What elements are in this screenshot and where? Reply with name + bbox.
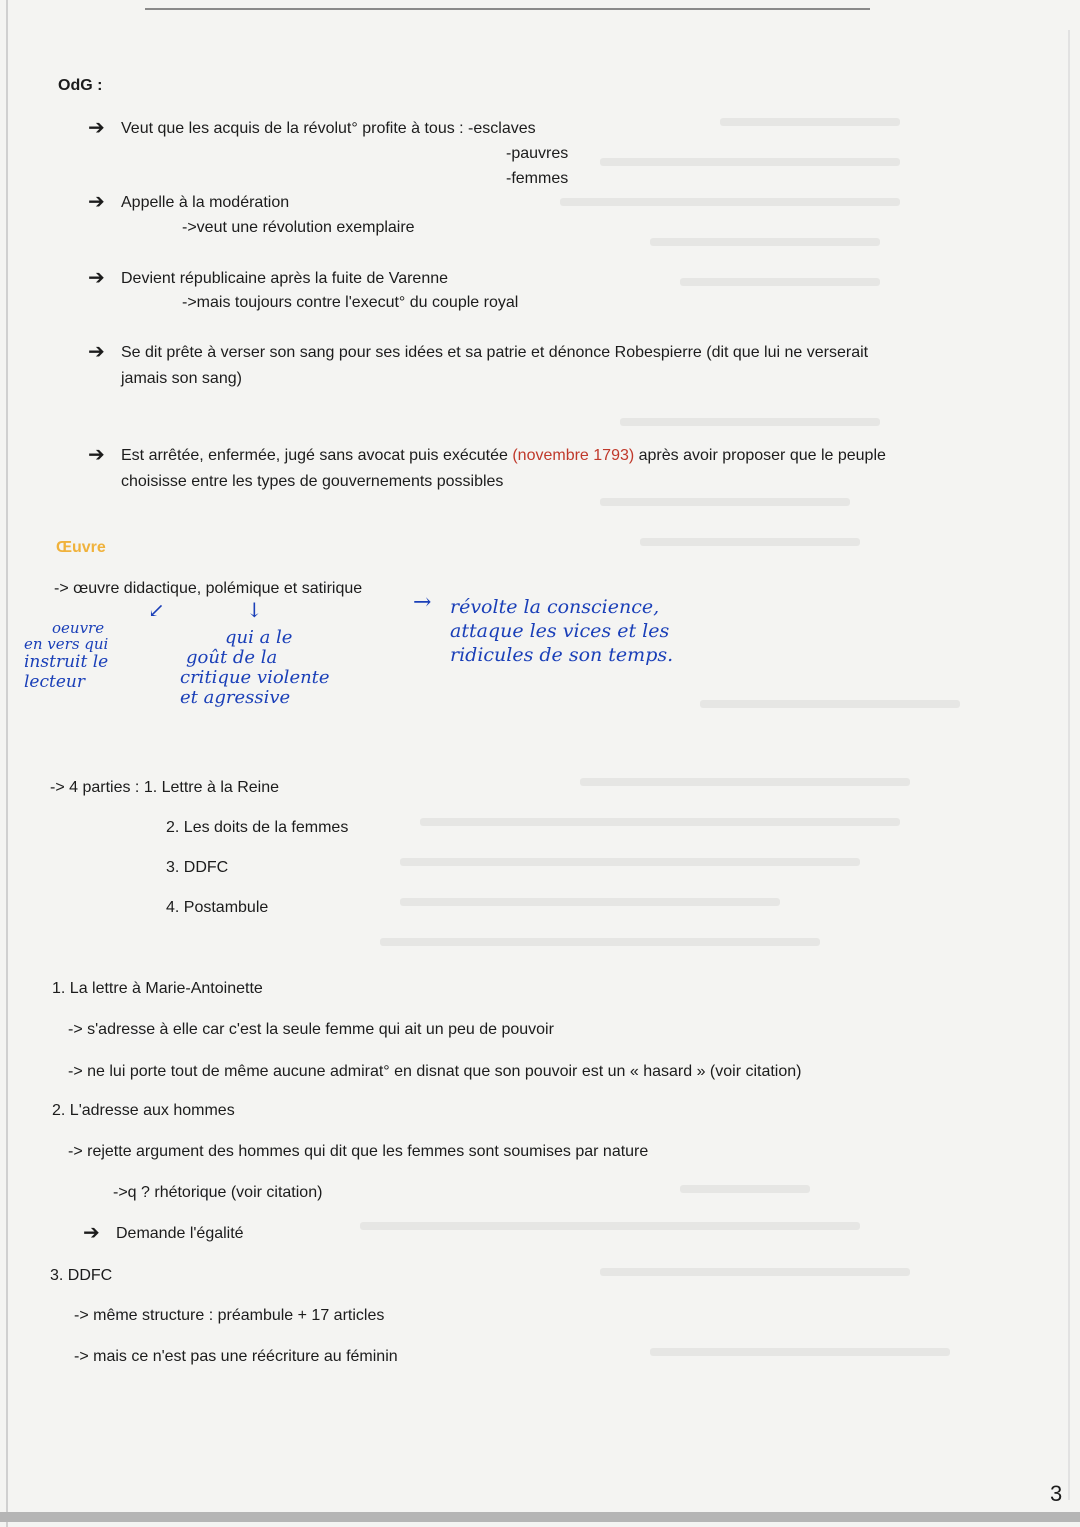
show-through bbox=[360, 1222, 860, 1230]
show-through bbox=[700, 700, 960, 708]
arrow-bullet-icon: ➔ bbox=[88, 117, 105, 139]
bullet-text: Se dit prête à verser son sang pour ses idées et sa patrie et dénonce Robespierre (dit que lui ne verserait bbox=[121, 344, 869, 361]
bullet-text-part: après avoir proposer que le peuple bbox=[634, 447, 886, 464]
arrow-bullet-icon: ➔ bbox=[88, 191, 105, 213]
bullet-text-part: Est arrêtée, enfermée, jugé sans avocat puis exécutée bbox=[121, 447, 513, 464]
show-through bbox=[600, 1268, 910, 1276]
subsection-title: 2. L'adresse aux hommes bbox=[52, 1102, 235, 1119]
show-through bbox=[400, 858, 860, 866]
bullet-text: Appelle à la modération bbox=[121, 194, 290, 211]
show-through bbox=[680, 1185, 810, 1193]
parts-list-item: 4. Postambule bbox=[166, 899, 269, 916]
show-through bbox=[680, 278, 880, 286]
oeuvre-intro: -> œuvre didactique, polémique et satirique bbox=[54, 580, 363, 597]
subsection-line: -> ne lui porte tout de même aucune admirat° en disnat que son pouvoir est un « hasard » (voir citation) bbox=[68, 1063, 802, 1080]
handwritten-note-left bbox=[24, 620, 108, 692]
handwritten-note-middle bbox=[180, 628, 330, 708]
parts-list-item: 3. DDFC bbox=[166, 859, 229, 876]
subsection-line: -> s'adresse à elle car c'est la seule femme qui ait un peu de pouvoir bbox=[68, 1021, 554, 1038]
handwritten-line: oeuvre bbox=[52, 619, 105, 637]
top-rule bbox=[145, 8, 870, 10]
subsection-title: 3. DDFC bbox=[50, 1267, 113, 1284]
handwritten-line: lecteur bbox=[24, 672, 85, 692]
show-through bbox=[600, 158, 900, 166]
handwritten-line: révolte la conscience, bbox=[450, 596, 660, 618]
arrow-bullet-icon: ➔ bbox=[88, 444, 105, 466]
handwritten-arrow-icon: → bbox=[413, 590, 432, 615]
handwritten-line: ridicules de son temps. bbox=[450, 644, 674, 666]
handwritten-line: critique violente bbox=[180, 667, 330, 688]
handwritten-line: et agressive bbox=[180, 687, 291, 708]
subsection-subline: ->q ? rhétorique (voir citation) bbox=[113, 1184, 323, 1201]
show-through bbox=[600, 498, 850, 506]
show-through bbox=[650, 1348, 950, 1356]
arrow-bullet-icon: ➔ bbox=[88, 341, 105, 363]
bullet-text: Veut que les acquis de la révolut° profite à tous : -esclaves bbox=[121, 120, 536, 137]
page-edge-right bbox=[1068, 30, 1070, 1500]
handwritten-note-right bbox=[450, 595, 673, 667]
bullet-text bbox=[121, 446, 886, 466]
section-heading-oeuvre: Œuvre bbox=[56, 539, 106, 556]
bottom-edge bbox=[0, 1512, 1080, 1522]
handwritten-arrow-icon: ↓ bbox=[246, 598, 263, 622]
show-through bbox=[720, 118, 900, 126]
page-number: 3 bbox=[1050, 1481, 1063, 1506]
show-through bbox=[420, 818, 900, 826]
arrow-bullet-icon: ➔ bbox=[88, 267, 105, 289]
subsection-line: -> rejette argument des hommes qui dit que les femmes sont soumises par nature bbox=[68, 1143, 649, 1160]
show-through bbox=[640, 538, 860, 546]
show-through bbox=[650, 238, 880, 246]
handwritten-arrow-icon: ↙ bbox=[148, 598, 165, 622]
subsection-line: -> même structure : préambule + 17 articles bbox=[74, 1307, 385, 1324]
handwritten-line: qui a le bbox=[225, 627, 293, 648]
show-through bbox=[400, 898, 780, 906]
section-heading-odg: OdG : bbox=[58, 77, 103, 94]
handwritten-line: instruit le bbox=[24, 652, 109, 672]
bullet-list-item: -femmes bbox=[506, 170, 569, 187]
show-through bbox=[620, 418, 880, 426]
show-through bbox=[560, 198, 900, 206]
subsection-title: 1. La lettre à Marie-Antoinette bbox=[52, 980, 263, 997]
bullet-text-continued: jamais son sang) bbox=[121, 370, 242, 387]
show-through bbox=[380, 938, 820, 946]
show-through bbox=[580, 778, 910, 786]
subsection-line: Demande l'égalité bbox=[116, 1225, 244, 1242]
handwritten-line: goût de la bbox=[186, 647, 278, 668]
parts-list-item: 2. Les doits de la femmes bbox=[166, 819, 349, 836]
bullet-text-continued: choisisse entre les types de gouvernements possibles bbox=[121, 473, 504, 490]
bullet-text: Devient républicaine après la fuite de Varenne bbox=[121, 270, 449, 287]
arrow-bullet-icon: ➔ bbox=[83, 1222, 100, 1244]
subsection-line: -> mais ce n'est pas une réécriture au féminin bbox=[74, 1348, 398, 1365]
date-highlight: (novembre 1793) bbox=[512, 447, 635, 464]
page-edge-left bbox=[6, 0, 8, 1527]
handwritten-line: en vers qui bbox=[24, 635, 109, 653]
handwritten-line: attaque les vices et les bbox=[450, 620, 670, 642]
bullet-subtext: ->veut une révolution exemplaire bbox=[182, 219, 415, 236]
bullet-subtext: ->mais toujours contre l'execut° du couple royal bbox=[182, 294, 519, 311]
bullet-list-item: -pauvres bbox=[506, 145, 569, 162]
parts-intro: -> 4 parties : 1. Lettre à la Reine bbox=[50, 779, 280, 796]
